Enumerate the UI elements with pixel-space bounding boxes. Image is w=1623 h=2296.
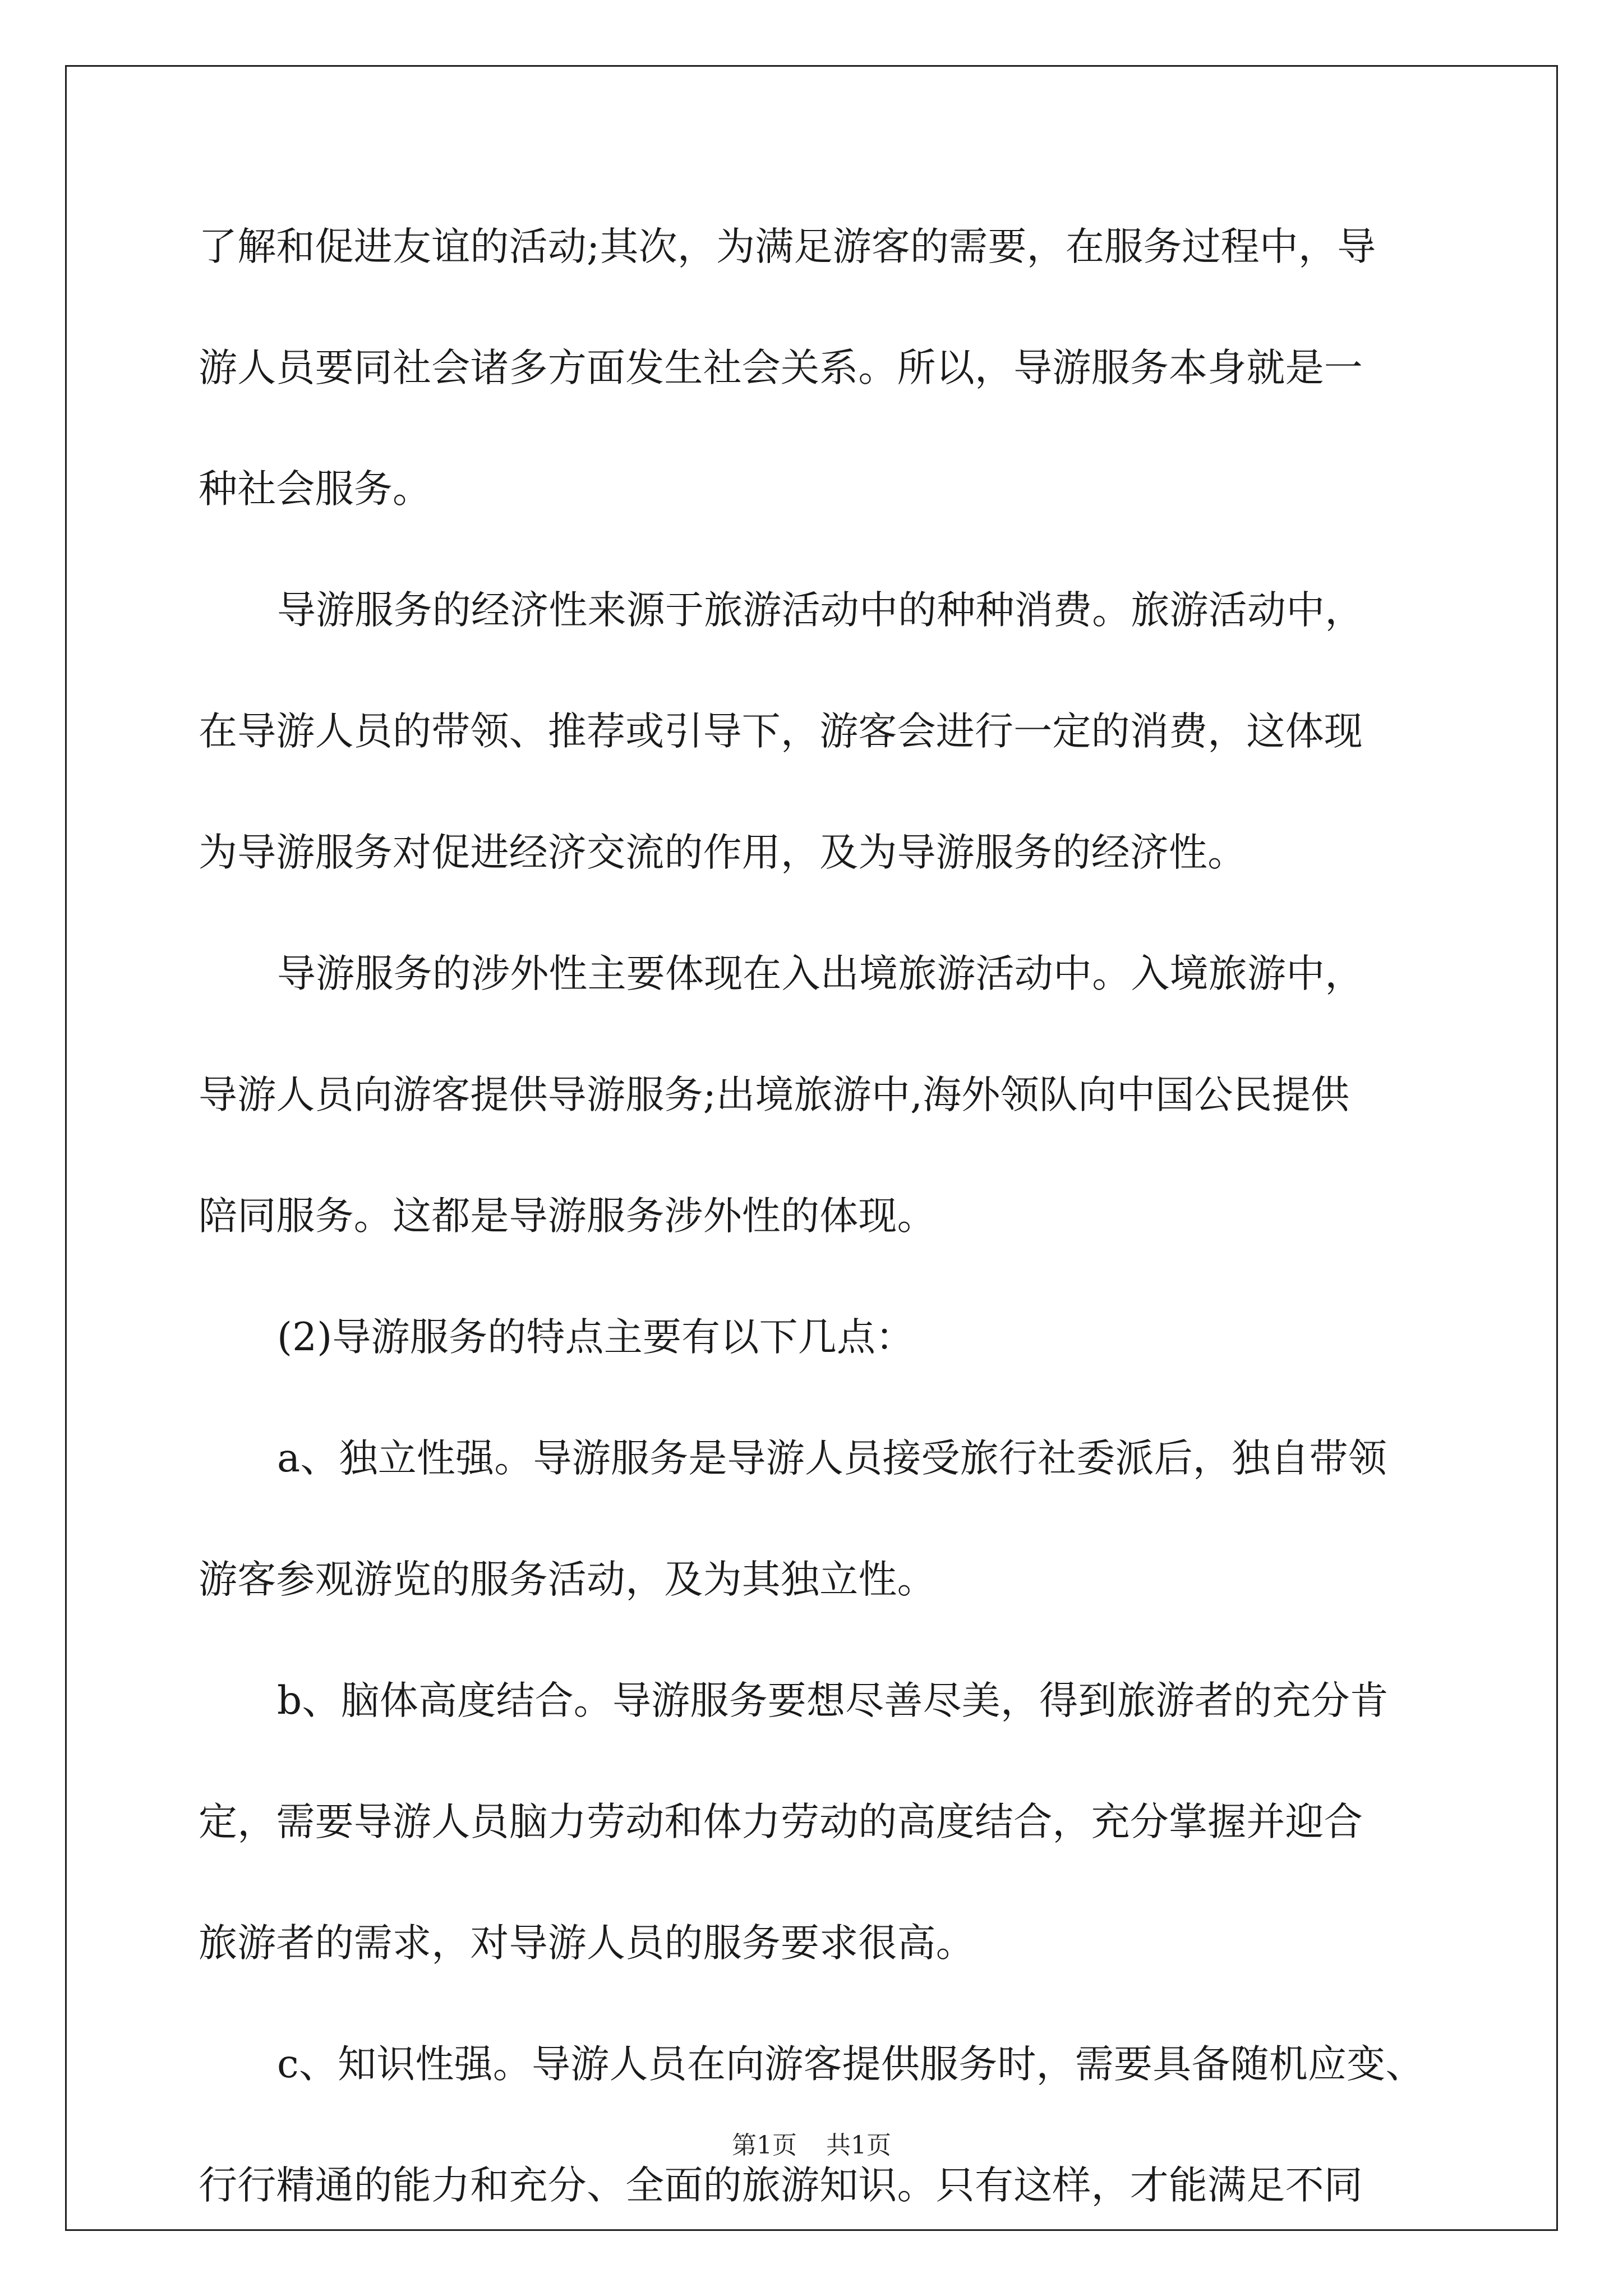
text-line-16: c、知识性强。导游人员在向游客提供服务时，需要具备随机应变、 xyxy=(277,2042,1424,2087)
text-line-2: 游人员要同社会诸多方面发生社会关系。所以，导游服务本身就是一 xyxy=(199,346,1363,390)
text-line-5: 在导游人员的带领、推荐或引导下，游客会进行一定的消费，这体现 xyxy=(199,709,1363,754)
text-line-3: 种社会服务。 xyxy=(199,467,432,512)
text-line-10: (2)导游服务的特点主要有以下几点： xyxy=(277,1315,915,1360)
text-line-13: b、脑体高度结合。导游服务要想尽善尽美，得到旅游者的充分肯 xyxy=(277,1678,1389,1723)
text-line-17: 行行精通的能力和充分、全面的旅游知识。只有这样，才能满足不同 xyxy=(199,2163,1363,2208)
text-line-12: 游客参观游览的服务活动，及为其独立性。 xyxy=(199,1557,936,1602)
text-line-14: 定，需要导游人员脑力劳动和体力劳动的高度结合，充分掌握并迎合 xyxy=(199,1800,1363,1844)
text-line-1: 了解和促进友谊的活动;其次，为满足游客的需要，在服务过程中，导 xyxy=(199,224,1376,269)
text-line-6: 为导游服务对促进经济交流的作用，及为导游服务的经济性。 xyxy=(199,830,1247,875)
text-line-7: 导游服务的涉外性主要体现在入出境旅游活动中。入境旅游中， xyxy=(277,951,1364,996)
text-line-15: 旅游者的需求，对导游人员的服务要求很高。 xyxy=(199,1921,975,1966)
text-line-4: 导游服务的经济性来源于旅游活动中的种种消费。旅游活动中， xyxy=(277,588,1364,633)
page-footer xyxy=(0,2129,1623,2162)
text-line-9: 陪同服务。这都是导游服务涉外性的体现。 xyxy=(199,1194,936,1239)
page-number-total: 共1页 xyxy=(826,2131,891,2160)
page-number-current: 第1页 xyxy=(732,2131,797,2160)
text-line-11: a、独立性强。导游服务是导游人员接受旅行社委派后，独自带领 xyxy=(277,1436,1387,1481)
text-line-8: 导游人员向游客提供导游服务;出境旅游中,海外领队向中国公民提供 xyxy=(199,1073,1350,1117)
